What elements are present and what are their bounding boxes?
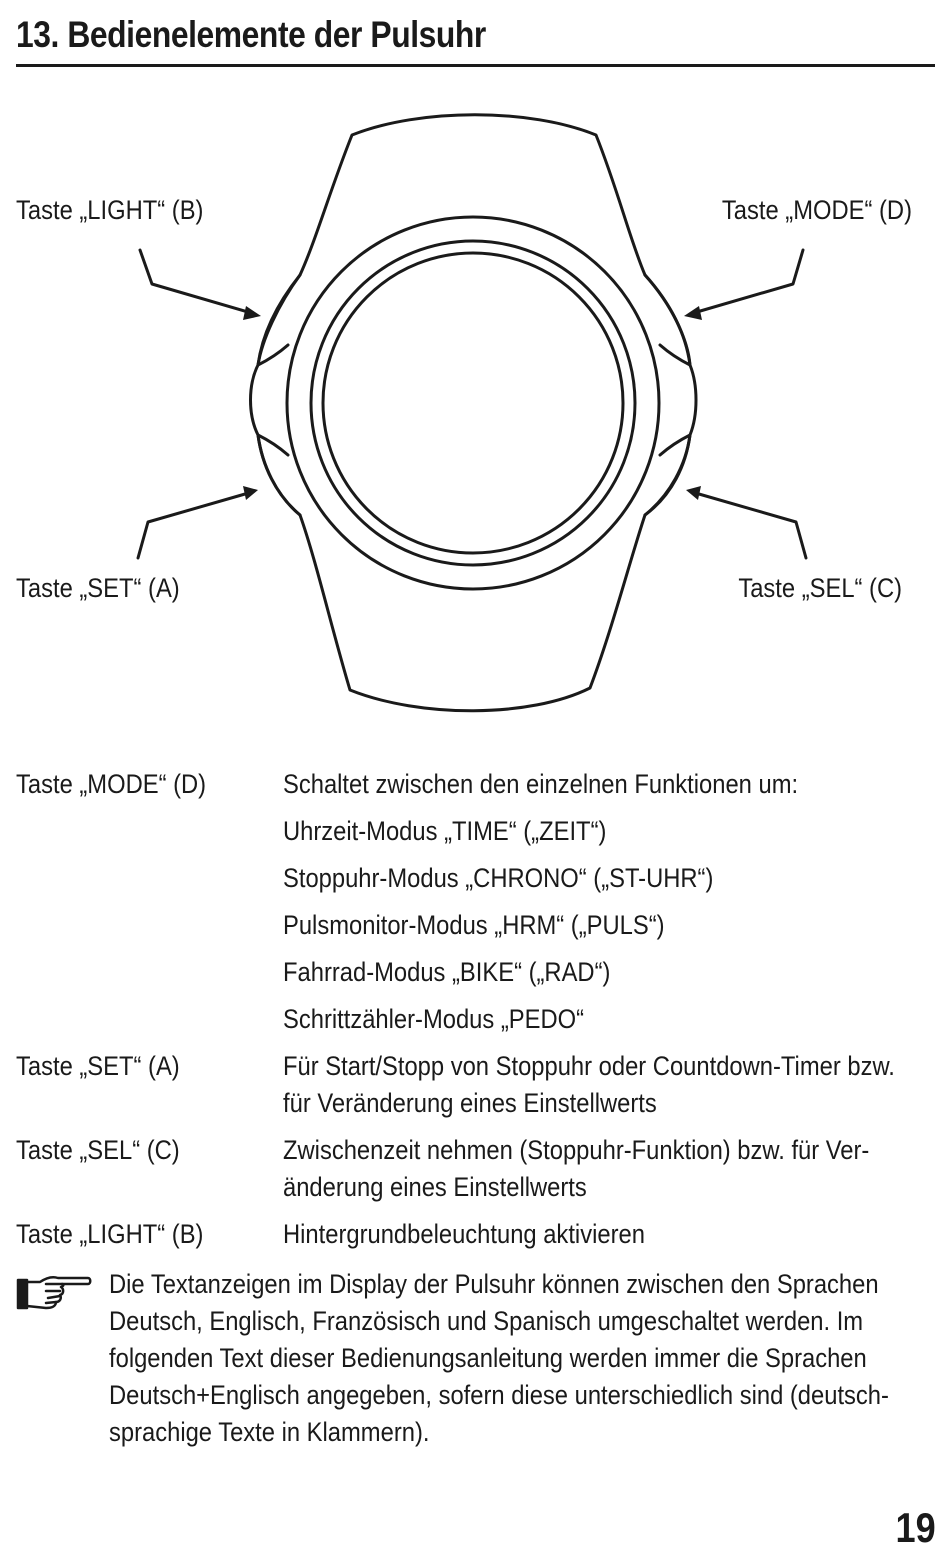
arrowhead-light [243, 306, 261, 320]
button-name: Taste „SEL“ (C) [16, 1135, 180, 1165]
bezel-outer-ring [287, 217, 659, 589]
button-row-sel [16, 1132, 936, 1169]
mode-item-bike: Fahrrad-Modus „BIKE“ („RAD“) [283, 957, 611, 987]
arrowhead-mode [684, 306, 702, 320]
pointer-light [140, 250, 255, 314]
pointing-hand-icon [16, 1272, 92, 1314]
arrowhead-sel [686, 486, 701, 500]
page-number: 19 [895, 1504, 936, 1551]
label-light-button: Taste „LIGHT“ (B) [16, 195, 204, 225]
mode-item-chrono: Stoppuhr-Modus „CHRONO“ („ST-UHR“) [283, 863, 714, 893]
arrowhead-set [243, 486, 258, 500]
bezel-middle-ring [311, 241, 635, 565]
pointer-sel [692, 492, 806, 558]
note-line: sprachige Texte in Klammern). [109, 1417, 430, 1447]
button-name: Taste „LIGHT“ (B) [16, 1219, 204, 1249]
mode-item-pedo: Schrittzähler-Modus „PEDO“ [283, 1004, 585, 1034]
watch-case [251, 115, 697, 711]
note-line: Die Textanzeigen im Display der Pulsuhr können zwischen den Sprachen [109, 1269, 879, 1299]
button-name: Taste „SET“ (A) [16, 1051, 180, 1081]
button-row-mode [16, 766, 936, 803]
watch-outline-illustration [0, 90, 950, 740]
button-description-cont: änderung eines Einstellwerts [283, 1172, 587, 1202]
mode-item-time: Uhrzeit-Modus „TIME“ („ZEIT“) [283, 816, 607, 846]
button-row-light [16, 1216, 936, 1253]
sel-button-c [645, 435, 690, 515]
button-function-table [16, 766, 936, 1253]
button-description: Hintergrundbeleuchtung aktivieren [283, 1219, 645, 1249]
label-set-button: Taste „SET“ (A) [16, 573, 180, 603]
button-name: Taste „MODE“ (D) [16, 769, 207, 799]
button-row-set [16, 1048, 936, 1085]
button-description: Für Start/Stopp von Stoppuhr oder Countdown-Timer bzw. [283, 1051, 895, 1081]
label-sel-button: Taste „SEL“ (C) [738, 573, 902, 603]
note-line: Deutsch, Englisch, Französisch und Spanisch umgeschaltet werden. Im [109, 1306, 864, 1336]
pointer-mode [690, 250, 803, 314]
title-rule [16, 64, 935, 67]
watch-diagram [0, 90, 950, 740]
note-line: folgenden Text dieser Bedienungsanleitung werden immer die Sprachen [109, 1343, 867, 1373]
page-title: 13. Bedienelemente der Pulsuhr [16, 14, 486, 55]
note-line: Deutsch+Englisch angegeben, sofern diese unterschiedlich sind (deutsch- [109, 1380, 889, 1410]
label-mode-button: Taste „MODE“ (D) [721, 195, 912, 225]
button-description: Zwischenzeit nehmen (Stoppuhr-Funktion) bzw. für Ver- [283, 1135, 870, 1165]
button-description: Schaltet zwischen den einzelnen Funktionen um: [283, 769, 799, 799]
mode-item-hrm: Pulsmonitor-Modus „HRM“ („PULS“) [283, 910, 665, 940]
dial-inner-ring [323, 253, 623, 553]
button-description-cont: für Veränderung eines Einstellwerts [283, 1088, 657, 1118]
pointer-set [138, 492, 252, 558]
